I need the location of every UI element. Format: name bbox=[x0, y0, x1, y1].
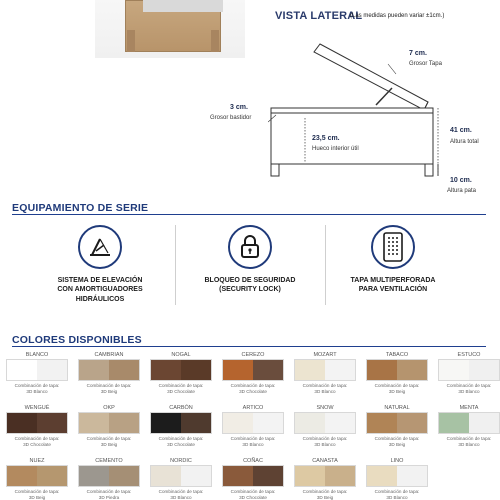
swatch-description bbox=[6, 383, 68, 394]
feature-security-lock bbox=[185, 225, 315, 295]
swatch-description bbox=[150, 383, 212, 394]
feature-lift-system bbox=[35, 225, 165, 304]
swatch-lid-color bbox=[109, 466, 139, 486]
grosor-bastidor-label: Grosor bastidor bbox=[210, 115, 252, 121]
swatch-desc-line1: Combinación de tapa: bbox=[374, 436, 420, 441]
color-swatch bbox=[222, 404, 284, 447]
swatch-desc-line2: 3D Blanco bbox=[458, 441, 480, 447]
swatch-chips bbox=[438, 412, 500, 434]
swatch-lid-color bbox=[253, 360, 283, 380]
swatch-base-color bbox=[7, 466, 37, 486]
swatch-desc-line1: Combinación de tapa: bbox=[86, 436, 132, 441]
swatch-name: MENTA bbox=[459, 405, 479, 411]
swatch-description bbox=[6, 489, 68, 500]
altura-pata-label: Altura pata bbox=[447, 188, 477, 194]
swatch-desc-line1: Combinación de tapa: bbox=[158, 383, 204, 388]
perforated-panel-icon bbox=[371, 225, 415, 269]
swatch-desc-line1: Combinación de tapa: bbox=[86, 383, 132, 388]
color-swatch bbox=[6, 404, 68, 447]
swatch-description bbox=[294, 436, 356, 447]
swatch-chips bbox=[150, 412, 212, 434]
swatch-chips bbox=[294, 465, 356, 487]
swatch-name: CEREZO bbox=[241, 352, 265, 358]
feature-divider bbox=[325, 225, 326, 305]
colores-divider bbox=[12, 346, 486, 347]
swatch-base-color bbox=[79, 466, 109, 486]
swatch-desc-line1: Combinación de tapa: bbox=[230, 489, 276, 494]
grosor-tapa-label: Grosor Tapa bbox=[409, 61, 442, 67]
swatch-desc-line1: Combinación de tapa: bbox=[158, 489, 204, 494]
swatch-desc-line2: 3D Beig bbox=[316, 494, 334, 500]
swatch-name: NORDIC bbox=[170, 458, 192, 464]
swatch-desc-line2: 3D Beig bbox=[388, 441, 406, 447]
swatch-desc-line2: 3D Chocolate bbox=[167, 388, 195, 394]
swatch-lid-color bbox=[181, 466, 211, 486]
swatch-base-color bbox=[79, 413, 109, 433]
color-swatch bbox=[78, 457, 140, 500]
swatch-base-color bbox=[223, 360, 253, 380]
swatch-desc-line1: Combinación de tapa: bbox=[302, 489, 348, 494]
swatch-chips bbox=[150, 359, 212, 381]
swatch-desc-line1: Combinación de tapa: bbox=[14, 383, 60, 388]
swatch-name: CEMENTO bbox=[95, 458, 123, 464]
swatch-chips bbox=[150, 465, 212, 487]
swatch-lid-color bbox=[109, 413, 139, 433]
swatch-base-color bbox=[295, 360, 325, 380]
grosor-tapa-value: 7 cm. bbox=[409, 50, 427, 57]
color-swatch bbox=[438, 404, 500, 447]
swatch-desc-line2: 3D Blanco bbox=[242, 441, 264, 447]
altura-total-label: Altura total bbox=[450, 139, 479, 145]
swatch-desc-line1: Combinación de tapa: bbox=[302, 436, 348, 441]
swatch-name: ESTUCO bbox=[457, 352, 481, 358]
color-swatch bbox=[294, 404, 356, 447]
swatch-chips bbox=[366, 412, 428, 434]
altura-total-value: 41 cm. bbox=[450, 127, 472, 134]
swatch-lid-color bbox=[253, 413, 283, 433]
swatch-desc-line2: 3D Chocolate bbox=[167, 441, 195, 447]
swatch-description bbox=[78, 436, 140, 447]
swatch-lid-color bbox=[397, 466, 427, 486]
swatch-description bbox=[222, 489, 284, 500]
swatch-base-color bbox=[151, 360, 181, 380]
swatch-desc-line1: Combinación de tapa: bbox=[86, 489, 132, 494]
swatch-name: CARBÓN bbox=[169, 405, 193, 411]
swatch-lid-color bbox=[397, 360, 427, 380]
swatch-desc-line2: 3D Blanco bbox=[386, 494, 408, 500]
swatch-name: OKP bbox=[103, 405, 115, 411]
swatch-lid-color bbox=[397, 413, 427, 433]
swatch-desc-line2: 3D Beig bbox=[100, 388, 118, 394]
swatch-name: TABACO bbox=[385, 352, 409, 358]
swatch-name: CAMBRIAN bbox=[94, 352, 124, 358]
swatch-description bbox=[78, 489, 140, 500]
swatch-chips bbox=[6, 412, 68, 434]
swatch-desc-line1: Combinación de tapa: bbox=[230, 383, 276, 388]
swatch-desc-line2: 3D Blanco bbox=[314, 441, 336, 447]
color-swatch bbox=[6, 457, 68, 500]
swatch-chips bbox=[78, 465, 140, 487]
swatch-desc-line2: 3D Blanco bbox=[170, 494, 192, 500]
color-swatch bbox=[366, 457, 428, 500]
color-swatch bbox=[222, 351, 284, 394]
product-photo bbox=[95, 0, 245, 58]
color-swatch bbox=[294, 351, 356, 394]
feature-1-line3: HIDRÁULICOS bbox=[75, 295, 125, 303]
vista-lateral-title: VISTA LATERAL bbox=[275, 10, 363, 22]
swatch-name: NATURAL bbox=[384, 405, 410, 411]
swatch-description bbox=[222, 436, 284, 447]
swatch-base-color bbox=[7, 360, 37, 380]
hueco-value: 23,5 cm. bbox=[312, 135, 340, 142]
swatch-desc-line1: Combinación de tapa: bbox=[374, 383, 420, 388]
swatch-description bbox=[78, 383, 140, 394]
feature-divider bbox=[175, 225, 176, 305]
altura-pata-value: 10 cm. bbox=[450, 177, 472, 184]
swatch-desc-line1: Combinación de tapa: bbox=[302, 383, 348, 388]
swatch-chips bbox=[366, 359, 428, 381]
color-swatch bbox=[222, 457, 284, 500]
swatch-description bbox=[438, 436, 500, 447]
swatch-base-color bbox=[439, 360, 469, 380]
swatch-base-color bbox=[223, 413, 253, 433]
swatch-base-color bbox=[439, 413, 469, 433]
feature-ventilation bbox=[328, 225, 458, 295]
swatch-lid-color bbox=[253, 466, 283, 486]
swatch-lid-color bbox=[109, 360, 139, 380]
measurement-note: (Las medidas pueden variar ±1cm.) bbox=[350, 13, 445, 19]
side-view-diagram bbox=[268, 30, 483, 200]
color-swatch bbox=[294, 457, 356, 500]
swatch-name: NUEZ bbox=[29, 458, 45, 464]
feature-1-line1: SISTEMA DE ELEVACIÓN bbox=[57, 277, 143, 284]
equipamiento-divider bbox=[12, 214, 486, 215]
swatch-desc-line1: Combinación de tapa: bbox=[446, 383, 492, 388]
swatch-base-color bbox=[367, 413, 397, 433]
swatch-description bbox=[366, 436, 428, 447]
swatch-desc-line1: Combinación de tapa: bbox=[14, 489, 60, 494]
swatch-description bbox=[438, 383, 500, 394]
hueco-label: Hueco interior útil bbox=[312, 146, 359, 152]
swatch-base-color bbox=[223, 466, 253, 486]
swatch-desc-line2: 3D Blanco bbox=[314, 388, 336, 394]
swatch-description bbox=[294, 489, 356, 500]
swatch-lid-color bbox=[181, 413, 211, 433]
swatch-base-color bbox=[367, 466, 397, 486]
lift-mechanism-icon bbox=[78, 225, 122, 269]
color-swatch bbox=[150, 404, 212, 447]
swatch-desc-line2: 3D Beig bbox=[28, 494, 46, 500]
swatch-name: COÑAC bbox=[243, 458, 263, 464]
swatch-chips bbox=[222, 465, 284, 487]
swatch-desc-line1: Combinación de tapa: bbox=[158, 436, 204, 441]
color-swatch bbox=[78, 351, 140, 394]
swatch-name: MOZART bbox=[313, 352, 337, 358]
swatch-desc-line1: Combinación de tapa: bbox=[446, 436, 492, 441]
swatch-description bbox=[150, 489, 212, 500]
swatch-desc-line1: Combinación de tapa: bbox=[14, 436, 60, 441]
swatch-description bbox=[366, 383, 428, 394]
swatch-name: SNOW bbox=[316, 405, 334, 411]
swatch-desc-line1: Combinación de tapa: bbox=[374, 489, 420, 494]
swatch-name: LINO bbox=[390, 458, 404, 464]
swatch-name: BLANCO bbox=[25, 352, 49, 358]
swatch-name: WENGUÉ bbox=[24, 405, 50, 411]
swatch-lid-color bbox=[37, 466, 67, 486]
swatch-desc-line2: 3D Chocolate bbox=[23, 441, 51, 447]
color-swatch bbox=[366, 351, 428, 394]
color-swatch bbox=[78, 404, 140, 447]
swatch-base-color bbox=[295, 466, 325, 486]
feature-3-line1: TAPA MULTIPERFORADA bbox=[350, 277, 436, 284]
swatch-name: ARTICO bbox=[242, 405, 264, 411]
swatch-chips bbox=[438, 359, 500, 381]
swatch-desc-line2: 3D Blanco bbox=[26, 388, 48, 394]
swatch-desc-line2: 3D Beig bbox=[388, 388, 406, 394]
swatch-base-color bbox=[79, 360, 109, 380]
padlock-icon bbox=[228, 225, 272, 269]
grosor-bastidor-value: 3 cm. bbox=[230, 104, 248, 111]
swatch-description bbox=[222, 383, 284, 394]
swatch-base-color bbox=[367, 360, 397, 380]
swatch-name: NOGAL bbox=[171, 352, 191, 358]
color-swatch bbox=[6, 351, 68, 394]
swatch-chips bbox=[78, 412, 140, 434]
swatch-lid-color bbox=[469, 360, 499, 380]
swatch-desc-line2: 3D Blanco bbox=[458, 388, 480, 394]
feature-1-line2: CON AMORTIGUADORES bbox=[57, 286, 143, 294]
feature-2-line1: BLOQUEO DE SEGURIDAD bbox=[204, 277, 296, 284]
swatch-lid-color bbox=[181, 360, 211, 380]
color-swatch bbox=[150, 351, 212, 394]
feature-3-line2: PARA VENTILACIÓN bbox=[358, 286, 428, 294]
color-swatch bbox=[150, 457, 212, 500]
swatch-chips bbox=[366, 465, 428, 487]
swatch-description bbox=[150, 436, 212, 447]
color-swatch bbox=[366, 404, 428, 447]
swatch-chips bbox=[78, 359, 140, 381]
swatch-lid-color bbox=[469, 413, 499, 433]
swatch-base-color bbox=[7, 413, 37, 433]
swatch-desc-line2: 3D Chocolate bbox=[239, 388, 267, 394]
swatch-description bbox=[6, 436, 68, 447]
swatch-desc-line2: 3D Beig bbox=[100, 441, 118, 447]
swatch-name: CANASTA bbox=[312, 458, 338, 464]
swatch-desc-line1: Combinación de tapa: bbox=[230, 436, 276, 441]
equipamiento-title: EQUIPAMIENTO DE SERIE bbox=[12, 202, 149, 214]
swatch-desc-line2: 3D Piedra bbox=[98, 494, 120, 500]
swatch-chips bbox=[6, 359, 68, 381]
swatch-base-color bbox=[151, 413, 181, 433]
swatch-description bbox=[294, 383, 356, 394]
swatch-chips bbox=[6, 465, 68, 487]
swatch-lid-color bbox=[37, 360, 67, 380]
swatch-lid-color bbox=[325, 466, 355, 486]
swatch-desc-line2: 3D Chocolate bbox=[239, 494, 267, 500]
swatch-lid-color bbox=[325, 360, 355, 380]
swatch-chips bbox=[294, 359, 356, 381]
swatch-chips bbox=[222, 359, 284, 381]
colores-title: COLORES DISPONIBLES bbox=[12, 334, 142, 346]
swatch-base-color bbox=[151, 466, 181, 486]
swatch-chips bbox=[222, 412, 284, 434]
feature-2-line2: (SECURITY LOCK) bbox=[219, 286, 281, 294]
color-swatch bbox=[438, 351, 500, 394]
swatch-description bbox=[366, 489, 428, 500]
swatch-base-color bbox=[295, 413, 325, 433]
swatch-lid-color bbox=[37, 413, 67, 433]
swatch-chips bbox=[294, 412, 356, 434]
swatch-lid-color bbox=[325, 413, 355, 433]
